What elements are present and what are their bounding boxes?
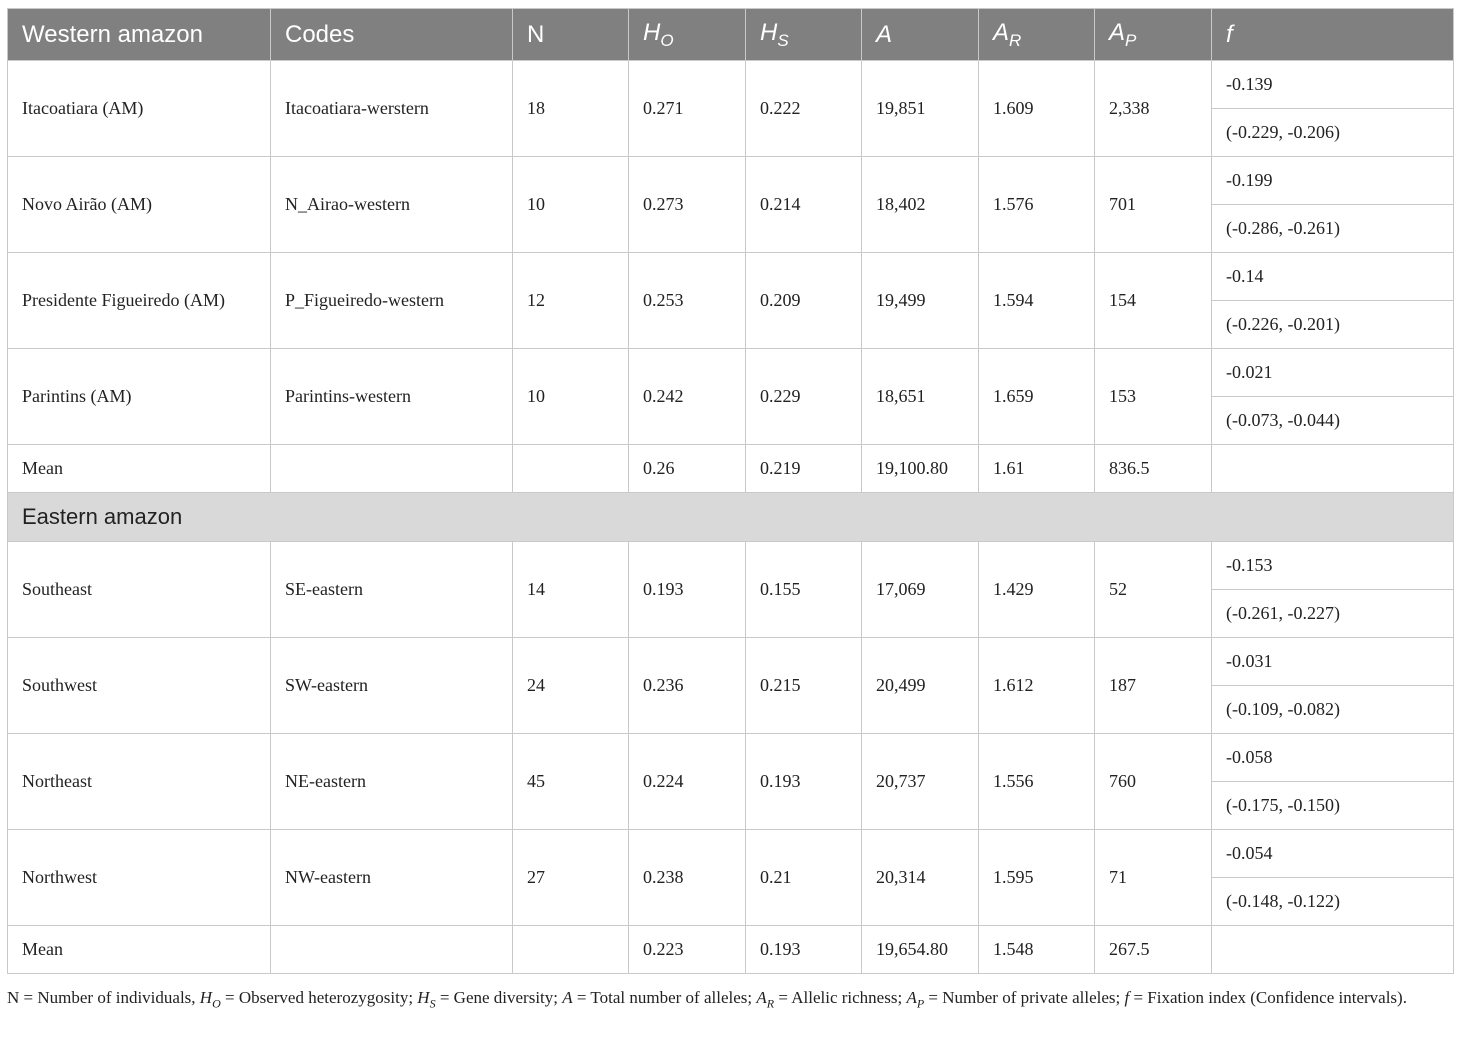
- site-code: SW-eastern: [271, 638, 513, 734]
- section-title-eastern: Eastern amazon: [8, 493, 1454, 542]
- header-codes: Codes: [271, 9, 513, 61]
- cell-n: 27: [513, 830, 629, 926]
- header-ap: $A_P$: [1095, 9, 1212, 61]
- cell-ap: 760: [1095, 734, 1212, 830]
- cell-f: -0.139: [1212, 61, 1454, 109]
- mean-ho: 0.26: [629, 445, 746, 493]
- cell-hs: 0.193: [746, 734, 862, 830]
- empty-cell: [271, 445, 513, 493]
- cell-ar: 1.556: [979, 734, 1095, 830]
- cell-ap: 2,338: [1095, 61, 1212, 157]
- cell-n: 10: [513, 349, 629, 445]
- cell-ap: 153: [1095, 349, 1212, 445]
- cell-f: -0.14: [1212, 253, 1454, 301]
- header-n: N: [513, 9, 629, 61]
- cell-a: 18,651: [862, 349, 979, 445]
- mean-a: 19,100.80: [862, 445, 979, 493]
- cell-hs: 0.155: [746, 542, 862, 638]
- site-code: NW-eastern: [271, 830, 513, 926]
- cell-ap: 187: [1095, 638, 1212, 734]
- cell-hs: 0.229: [746, 349, 862, 445]
- mean-ar: 1.548: [979, 926, 1095, 974]
- header-ho: $H_O$: [629, 9, 746, 61]
- cell-a: 19,851: [862, 61, 979, 157]
- cell-f: -0.031: [1212, 638, 1454, 686]
- cell-ho: 0.271: [629, 61, 746, 157]
- site-name: Itacoatiara (AM): [8, 61, 271, 157]
- cell-ap: 701: [1095, 157, 1212, 253]
- cell-hs: 0.214: [746, 157, 862, 253]
- table-row: [8, 830, 1454, 878]
- cell-a: 19,499: [862, 253, 979, 349]
- cell-a: 17,069: [862, 542, 979, 638]
- cell-f: -0.058: [1212, 734, 1454, 782]
- cell-f-ci: (-0.175, -0.150): [1212, 782, 1454, 830]
- cell-f-ci: (-0.109, -0.082): [1212, 686, 1454, 734]
- site-name: Northeast: [8, 734, 271, 830]
- cell-hs: 0.222: [746, 61, 862, 157]
- site-code: NE-eastern: [271, 734, 513, 830]
- cell-ho: 0.193: [629, 542, 746, 638]
- empty-cell: [1212, 445, 1454, 493]
- cell-a: 20,314: [862, 830, 979, 926]
- cell-ar: 1.594: [979, 253, 1095, 349]
- table-row: [8, 638, 1454, 686]
- mean-row: [8, 926, 1454, 974]
- section-header-row: [8, 493, 1454, 542]
- header-a: A: [862, 9, 979, 61]
- cell-ho: 0.238: [629, 830, 746, 926]
- cell-a: 20,499: [862, 638, 979, 734]
- mean-label: Mean: [8, 926, 271, 974]
- table-row: [8, 253, 1454, 301]
- cell-ap: 154: [1095, 253, 1212, 349]
- cell-n: 18: [513, 61, 629, 157]
- cell-hs: 0.209: [746, 253, 862, 349]
- cell-ap: 71: [1095, 830, 1212, 926]
- table-row: [8, 157, 1454, 205]
- cell-ho: 0.273: [629, 157, 746, 253]
- cell-n: 24: [513, 638, 629, 734]
- site-code: N_Airao-western: [271, 157, 513, 253]
- mean-hs: 0.193: [746, 926, 862, 974]
- cell-n: 14: [513, 542, 629, 638]
- site-name: Southeast: [8, 542, 271, 638]
- cell-ho: 0.253: [629, 253, 746, 349]
- table-container: [7, 8, 1453, 974]
- empty-cell: [271, 926, 513, 974]
- empty-cell: [1212, 926, 1454, 974]
- header-hs: $H_S$: [746, 9, 862, 61]
- header-ar: $A_R$: [979, 9, 1095, 61]
- cell-f: -0.054: [1212, 830, 1454, 878]
- cell-ho: 0.224: [629, 734, 746, 830]
- site-name: Southwest: [8, 638, 271, 734]
- header-row: [8, 9, 1454, 61]
- mean-ho: 0.223: [629, 926, 746, 974]
- cell-f-ci: (-0.148, -0.122): [1212, 878, 1454, 926]
- header-f: f: [1212, 9, 1454, 61]
- empty-cell: [513, 445, 629, 493]
- mean-ap: 836.5: [1095, 445, 1212, 493]
- mean-ar: 1.61: [979, 445, 1095, 493]
- cell-f: -0.199: [1212, 157, 1454, 205]
- cell-ar: 1.576: [979, 157, 1095, 253]
- cell-a: 20,737: [862, 734, 979, 830]
- cell-ho: 0.242: [629, 349, 746, 445]
- mean-row: [8, 445, 1454, 493]
- cell-ar: 1.595: [979, 830, 1095, 926]
- cell-f-ci: (-0.226, -0.201): [1212, 301, 1454, 349]
- site-code: SE-eastern: [271, 542, 513, 638]
- cell-n: 12: [513, 253, 629, 349]
- table-row: [8, 542, 1454, 590]
- cell-ho: 0.236: [629, 638, 746, 734]
- cell-a: 18,402: [862, 157, 979, 253]
- table-row: [8, 349, 1454, 397]
- site-name: Northwest: [8, 830, 271, 926]
- cell-f-ci: (-0.073, -0.044): [1212, 397, 1454, 445]
- cell-ap: 52: [1095, 542, 1212, 638]
- mean-label: Mean: [8, 445, 271, 493]
- cell-n: 10: [513, 157, 629, 253]
- table-row: [8, 61, 1454, 109]
- diversity-table: [7, 8, 1454, 974]
- cell-f-ci: (-0.261, -0.227): [1212, 590, 1454, 638]
- cell-n: 45: [513, 734, 629, 830]
- empty-cell: [513, 926, 629, 974]
- site-name: Presidente Figueiredo (AM): [8, 253, 271, 349]
- cell-ar: 1.609: [979, 61, 1095, 157]
- header-region: Western amazon: [8, 9, 271, 61]
- cell-ar: 1.612: [979, 638, 1095, 734]
- site-code: Parintins-western: [271, 349, 513, 445]
- cell-hs: 0.215: [746, 638, 862, 734]
- table-footnote: N = Number of individuals, $H_O$ = Observed heterozygosity; $H_S$ = Gene diversity; A = Total number of alleles; $A_R$ = Allelic richness; $A_P$ = Number of private alleles; f = Fixation index (Confidence intervals).: [7, 988, 1407, 1011]
- mean-ap: 267.5: [1095, 926, 1212, 974]
- site-code: P_Figueiredo-western: [271, 253, 513, 349]
- cell-f: -0.153: [1212, 542, 1454, 590]
- mean-hs: 0.219: [746, 445, 862, 493]
- site-code: Itacoatiara-werstern: [271, 61, 513, 157]
- cell-f: -0.021: [1212, 349, 1454, 397]
- cell-hs: 0.21: [746, 830, 862, 926]
- site-name: Parintins (AM): [8, 349, 271, 445]
- cell-f-ci: (-0.229, -0.206): [1212, 109, 1454, 157]
- cell-ar: 1.659: [979, 349, 1095, 445]
- table-row: [8, 734, 1454, 782]
- cell-ar: 1.429: [979, 542, 1095, 638]
- cell-f-ci: (-0.286, -0.261): [1212, 205, 1454, 253]
- mean-a: 19,654.80: [862, 926, 979, 974]
- site-name: Novo Airão (AM): [8, 157, 271, 253]
